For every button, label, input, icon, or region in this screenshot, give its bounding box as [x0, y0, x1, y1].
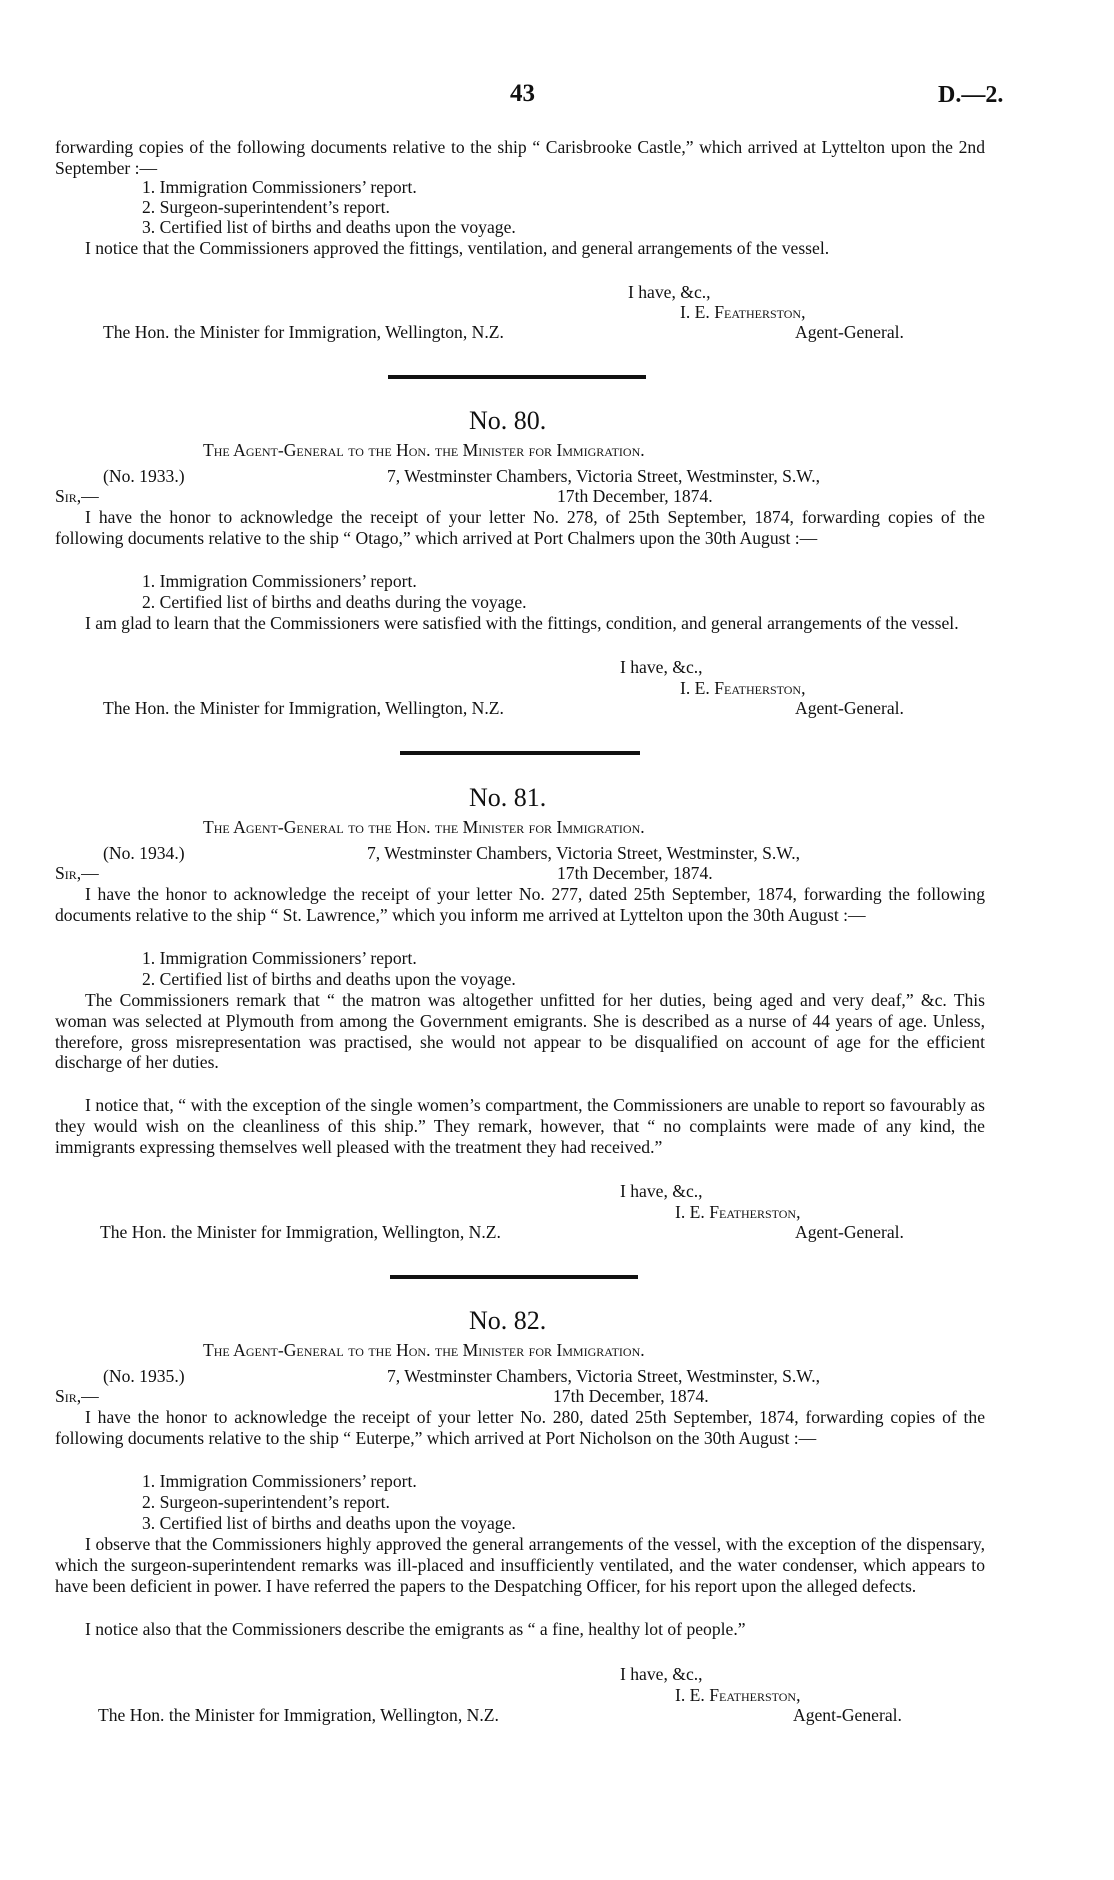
- letter-reference: (No. 1934.): [103, 843, 185, 863]
- signature: I. E. Featherston,: [675, 1202, 801, 1222]
- letter-paragraph: I have the honor to acknowledge the receipt of your letter No. 277, dated 25th September, 1874, forwarding the following documents relative to the ship “ St. Lawrence,” which you inform me arrived at Lyttelton upon the 30th August :—: [55, 884, 985, 925]
- salutation: Sir,—: [55, 486, 99, 506]
- signatory-title: Agent-General.: [795, 322, 904, 342]
- list-item: 2. Certified list of births and deaths during the voyage.: [142, 592, 527, 612]
- addressee: The Hon. the Minister for Immigration, Wellington, N.Z.: [98, 1705, 499, 1725]
- intro-paragraph: I notice that the Commissioners approved the fittings, ventilation, and general arrangements of the vessel.: [85, 238, 830, 258]
- letter-paragraph: The Commissioners remark that “ the matron was altogether unfitted for her duties, being aged and very deaf,” &c. This woman was selected at Plymouth from among the Government emigrants. She is described as a nurse of 44 years of age. Unless, therefore, gross misrepresentation was practised, she would not appear to be disqualified on account of age for the efficient discharge of her duties.: [55, 990, 985, 1073]
- section-divider: [390, 1275, 638, 1279]
- letter-from-to: The Agent-General to the Hon. the Minister for Immigration.: [203, 1340, 645, 1360]
- list-item: 1. Immigration Commissioners’ report.: [142, 571, 417, 591]
- letter-address: 7, Westminster Chambers, Victoria Street, Westminster, S.W.,: [387, 466, 821, 486]
- letter-address: 7, Westminster Chambers, Victoria Street, Westminster, S.W.,: [387, 1366, 821, 1386]
- salutation: Sir,—: [55, 863, 99, 883]
- addressee: The Hon. the Minister for Immigration, Wellington, N.Z.: [103, 698, 504, 718]
- letter-address: 7, Westminster Chambers, Victoria Street, Westminster, S.W.,: [367, 843, 801, 863]
- closing: I have, &c.,: [620, 657, 703, 677]
- signatory-title: Agent-General.: [795, 698, 904, 718]
- list-item: 1. Immigration Commissioners’ report.: [142, 1471, 417, 1491]
- list-item: 1. Immigration Commissioners’ report.: [142, 948, 417, 968]
- list-item: 3. Certified list of births and deaths upon the voyage.: [142, 217, 516, 237]
- document-code: D.—2.: [938, 82, 1004, 108]
- letter-paragraph: I notice also that the Commissioners describe the emigrants as “ a fine, healthy lot of people.”: [85, 1619, 746, 1639]
- letter-from-to: The Agent-General to the Hon. the Minister for Immigration.: [203, 817, 645, 837]
- letter-reference: (No. 1935.): [103, 1366, 185, 1386]
- section-divider: [400, 751, 640, 755]
- signature: I. E. Featherston,: [675, 1685, 801, 1705]
- signatory-title: Agent-General.: [793, 1705, 902, 1725]
- signatory-title: Agent-General.: [795, 1222, 904, 1242]
- letter-number: No. 80.: [469, 406, 547, 435]
- salutation: Sir,—: [55, 1386, 99, 1406]
- letter-date: 17th December, 1874.: [557, 863, 713, 883]
- addressee: The Hon. the Minister for Immigration, Wellington, N.Z.: [103, 322, 504, 342]
- list-item: 2. Surgeon-superintendent’s report.: [142, 197, 390, 217]
- addressee: The Hon. the Minister for Immigration, Wellington, N.Z.: [100, 1222, 501, 1242]
- letter-number: No. 81.: [469, 783, 547, 812]
- signature: I. E. Featherston,: [680, 302, 806, 322]
- list-item: 2. Certified list of births and deaths upon the voyage.: [142, 969, 516, 989]
- closing: I have, &c.,: [628, 282, 711, 302]
- letter-from-to: The Agent-General to the Hon. the Minister for Immigration.: [203, 440, 645, 460]
- closing: I have, &c.,: [620, 1181, 703, 1201]
- list-item: 1. Immigration Commissioners’ report.: [142, 177, 417, 197]
- letter-paragraph: I have the honor to acknowledge the receipt of your letter No. 278, of 25th September, 1874, forwarding copies of the following documents relative to the ship “ Otago,” which arrived at Port Chalmers upon the 30th August :—: [55, 507, 985, 548]
- signature: I. E. Featherston,: [680, 678, 806, 698]
- section-divider: [388, 375, 646, 379]
- letter-paragraph: I observe that the Commissioners highly approved the general arrangements of the vessel, with the exception of the dispensary, which the surgeon-superintendent remarks was ill-placed and insufficiently ventilated, and the water condenser, which appears to have been deficient in power. I have referred the papers to the Despatching Officer, for his report upon the alleged defects.: [55, 1534, 985, 1596]
- list-item: 2. Surgeon-superintendent’s report.: [142, 1492, 390, 1512]
- letter-number: No. 82.: [469, 1306, 547, 1335]
- closing: I have, &c.,: [620, 1664, 703, 1684]
- letter-date: 17th December, 1874.: [557, 486, 713, 506]
- letter-date: 17th December, 1874.: [553, 1386, 709, 1406]
- intro-paragraph: forwarding copies of the following documents relative to the ship “ Carisbrooke Castle,” which arrived at Lyttelton upon the 2nd September :—: [55, 137, 985, 178]
- letter-reference: (No. 1933.): [103, 466, 185, 486]
- letter-paragraph: I have the honor to acknowledge the receipt of your letter No. 280, dated 25th September, 1874, forwarding copies of the following documents relative to the ship “ Euterpe,” which arrived at Port Nicholson on the 30th August :—: [55, 1407, 985, 1448]
- page-number: 43: [510, 80, 535, 107]
- letter-paragraph: I notice that, “ with the exception of the single women’s compartment, the Commissioners are unable to report so favourably as they would wish on the cleanliness of this ship.” They remark, however, that “ no complaints were made of any kind, the immigrants expressing themselves well pleased with the treatment they had received.”: [55, 1095, 985, 1157]
- letter-paragraph: I am glad to learn that the Commissioners were satisfied with the fittings, condition, and general arrangements of the vessel.: [85, 613, 959, 633]
- list-item: 3. Certified list of births and deaths upon the voyage.: [142, 1513, 516, 1533]
